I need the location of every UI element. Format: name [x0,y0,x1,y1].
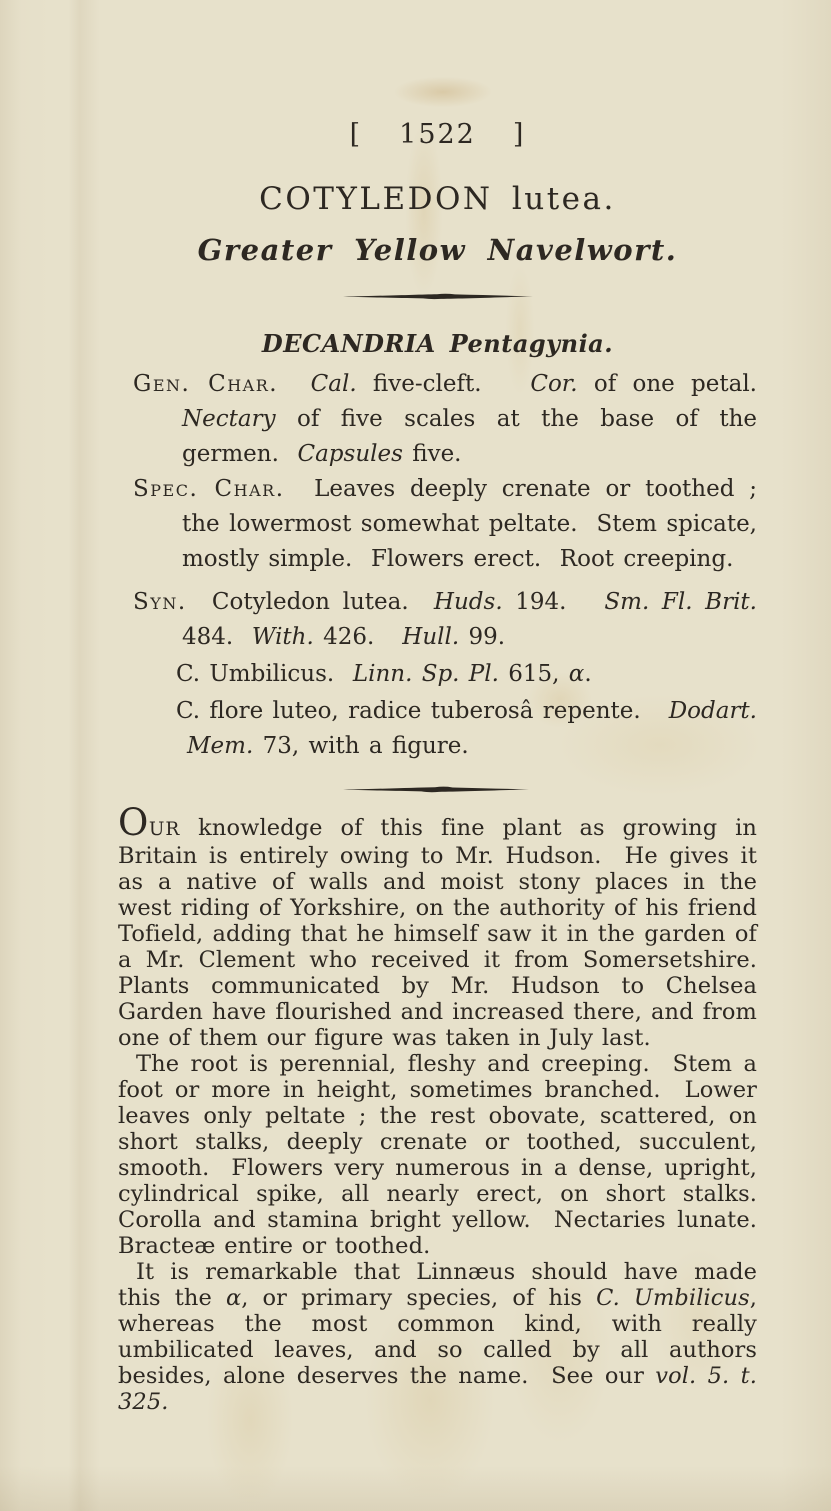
paragraph-habitat: OUR knowledge of this fine plant as growing in Britain is entirely owing to Mr. Hudson. He gives it as a native of walls and moist stony places in the west riding of Yorkshire, on the authority of his friend Tofield, adding that he himself saw it in the garden of a Mr. Clement who received it from Somersetshire. Plants communicated by Mr. Hudson to Chelsea Garden have flourished and increased there, and from one of them our figure was taken in July last. [118,800,775,1051]
page-number-bracket-close: ] [512,119,526,150]
synonym-item: C. Umbilicus. Linn. Sp. Pl. 615, α. [176,660,592,687]
characters-section [118,367,776,764]
page-number [118,121,757,148]
page-number-value: 1522 [399,119,476,150]
page-number-bracket-open: [ [349,119,363,150]
description-text [118,800,775,1415]
synonym-item: Syn. Cotyledon lutea. Huds. 194. Sm. Fl. Brit. 484. With. 426. Hull. 99. [133,588,767,650]
species-title: COTYLEDON lutea. [259,181,616,217]
common-name-subtitle: Greater Yellow Navelwort. [197,232,678,267]
synonym-item: C. flore luteo, radice tuberosâ repente. Dodart. Mem. 73, with a figure. [176,697,757,759]
classification-heading: DECANDRIA Pentagynia. [261,328,614,358]
section-divider-middle [343,786,533,793]
section-divider-top [343,293,533,300]
synonyms-list [118,585,767,764]
paragraph-botanical-description: The root is perennial, fleshy and creeping. Stem a foot or more in height, sometimes branched. Lower leaves only peltate ; the rest obovate, scattered, on short stalks, deeply crenate or toothed, succulent, smooth. Flowers very numerous in a dense, upright, cylindrical spike, all nearly erect, on short stalks. Corolla and stamina bright yellow. Nectaries lunate. Bracteæ entire or toothed. [118,1050,775,1259]
page-content [118,0,776,1415]
paragraph-remark: It is remarkable that Linnæus should have made this the α, or primary species, of his C. Umbilicus, whereas the most common kind, with really umbilicated leaves, and so called by all authors besides, alone deserves the name. See our vol. 5. t. 325. [118,1258,766,1415]
specific-character: Spec. Char. Leaves deeply crenate or toothed ; the lowermost somewhat peltate. Stem spicate, mostly simple. Flowers erect. Root creeping. [133,475,767,572]
generic-character: Gen. Char. Cal. five-cleft. Cor. of one petal. Nectary of five scales at the base of the germen. Capsules five. [133,370,776,467]
